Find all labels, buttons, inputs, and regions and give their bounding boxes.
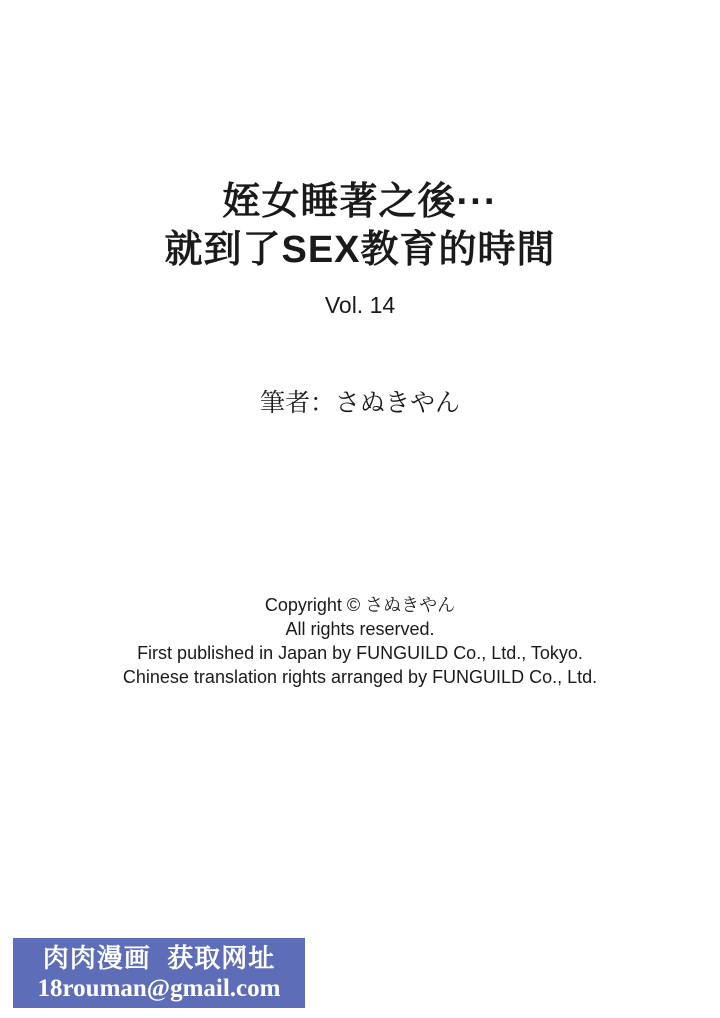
credit-line-translation: Chinese translation rights arranged by FUNGUILD Co., Ltd. [122,667,598,687]
watermark-box [13,938,305,1008]
credit-line-publisher: First published in Japan by FUNGUILD Co., Ltd., Tokyo. [137,643,583,663]
book-title-line-1: 姪女睡著之後··· [222,181,498,223]
book-title [0,178,720,274]
credit-line-rights: All rights reserved. [285,619,435,639]
watermark-site-text: 肉肉漫画 获取网址 [42,943,276,973]
book-title-line-2: 就到了SEX教育的時間 [164,229,556,271]
author-line: 筆者：さぬきやん [259,389,460,417]
volume-label: Vol. 14 [324,292,396,318]
credits-block [0,593,720,689]
watermark-email-text: 18rouman@gmail.com [37,975,281,1002]
credit-line-copyright: Copyright © さぬきやん [264,595,456,615]
